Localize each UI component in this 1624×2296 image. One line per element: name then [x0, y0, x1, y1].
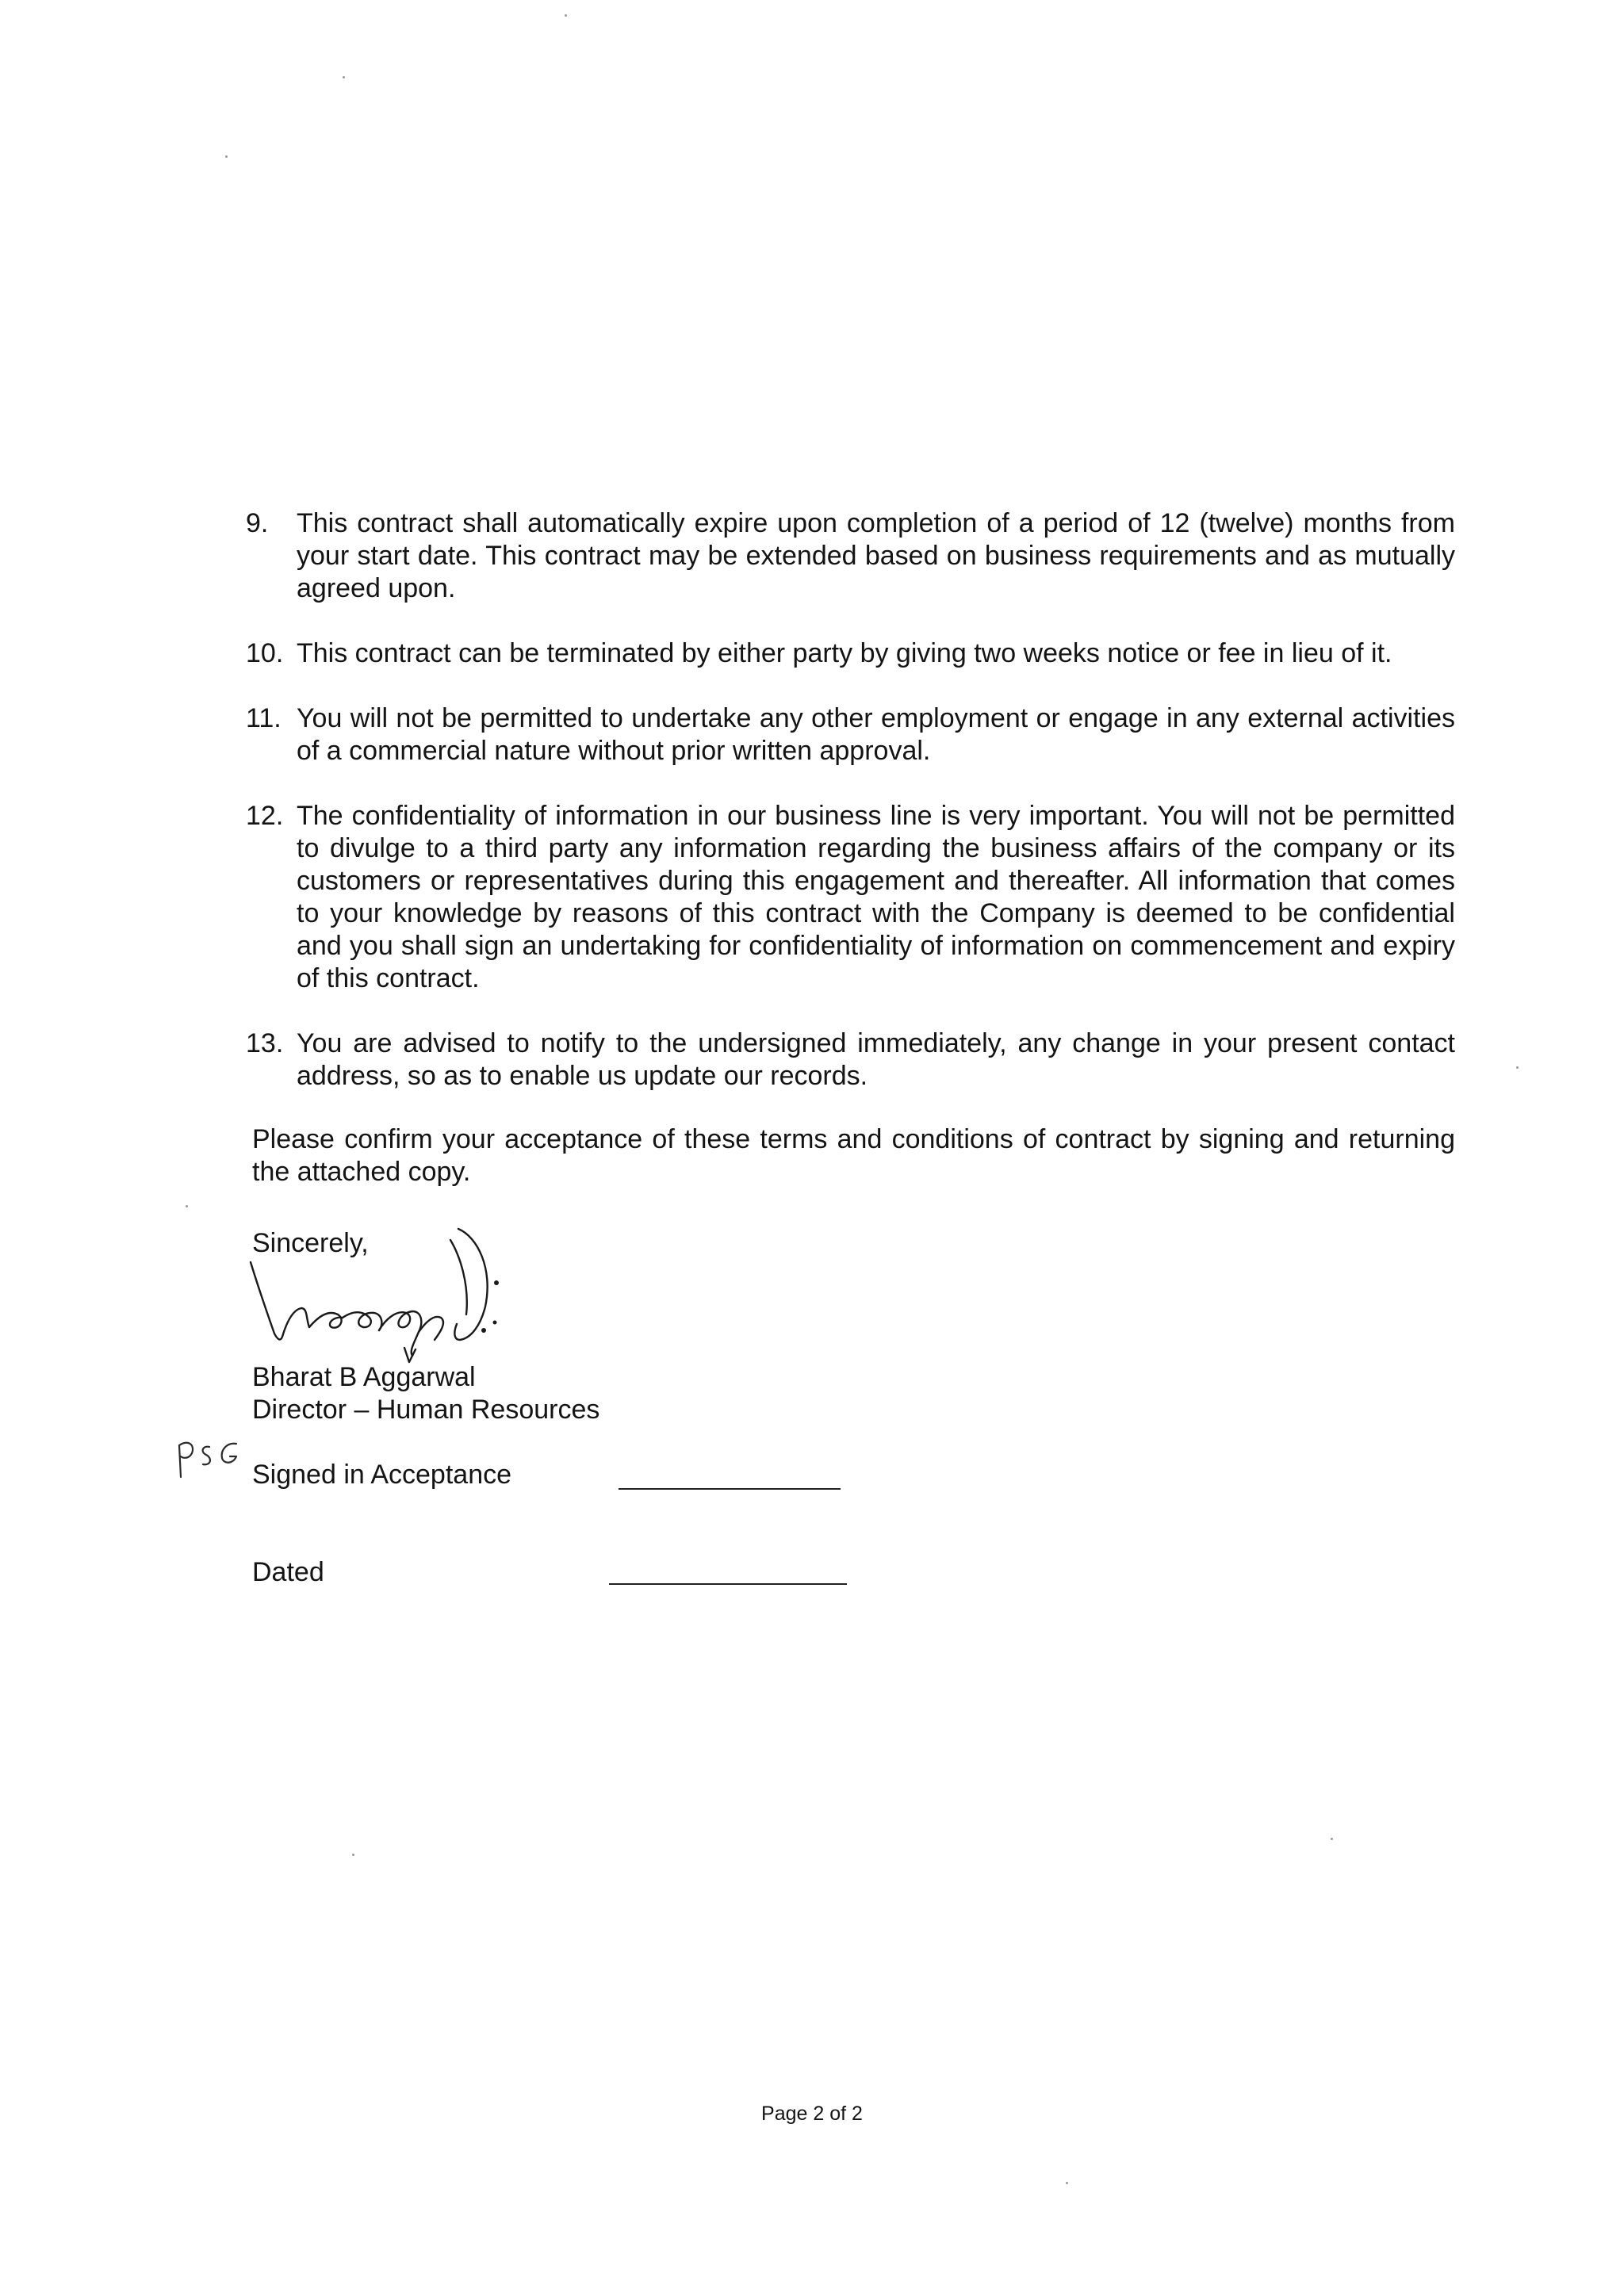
- handwritten-initials-image: [173, 1431, 244, 1483]
- clause-12: [246, 800, 1455, 995]
- clause-10: [246, 637, 1455, 670]
- signature-image: [246, 1221, 508, 1372]
- clause-text: You will not be permitted to undertake any other employment or engage in any external activities of a commercial nature without prior written approval.: [297, 703, 1455, 766]
- clause-number: 12.: [246, 801, 284, 831]
- clause-number: 11.: [246, 703, 282, 733]
- salutation: Sincerely,: [252, 1228, 369, 1258]
- date-line: [609, 1583, 847, 1585]
- clause-number: 9.: [246, 508, 269, 538]
- scan-speck: [186, 1205, 188, 1207]
- scan-speck: [565, 14, 567, 17]
- signatory-name: Bharat B Aggarwal: [252, 1362, 476, 1392]
- page-number: Page 2 of 2: [761, 2103, 863, 2125]
- dated-label: Dated: [252, 1557, 324, 1587]
- clause-text: You are advised to notify to the undersigned immediately, any change in your present contact address, so as to enable us update our records.: [297, 1028, 1455, 1091]
- scan-speck: [1066, 2182, 1068, 2184]
- clause-13: [246, 1027, 1455, 1093]
- scan-speck: [352, 1854, 354, 1856]
- clause-text: This contract can be terminated by either party by giving two weeks notice or fee in lieu of it.: [297, 638, 1392, 668]
- clause-number: 10.: [246, 638, 284, 668]
- signature-line: [619, 1488, 841, 1490]
- scan-speck: [225, 155, 228, 158]
- signatory-title: Director – Human Resources: [252, 1395, 600, 1425]
- clause-list: [246, 507, 1455, 1125]
- closing-paragraph: Please confirm your acceptance of these terms and conditions of contract by signing and returning the attached copy.: [252, 1124, 1455, 1187]
- clause-number: 13.: [246, 1028, 284, 1058]
- scan-speck: [343, 76, 345, 78]
- scan-speck: [1331, 1838, 1333, 1840]
- scan-speck: [1516, 1066, 1519, 1069]
- clause-11: [246, 702, 1455, 767]
- clause-text: This contract shall automatically expire upon completion of a period of 12 (twelve) months from your start date. This contract may be extended based on business requirements and as mutually agreed upon.: [297, 508, 1455, 603]
- signed-in-acceptance-label: Signed in Acceptance: [252, 1460, 512, 1490]
- clause-9: [246, 507, 1455, 605]
- clause-text: The confidentiality of information in our business line is very important. You will not be permitted to divulge to a third party any information regarding the business affairs of the company or its customers or representatives during this engagement and thereafter. All information that comes to your knowledge by reasons of this contract with the Company is deemed to be confidential and you shall sign an undertaking for confidentiality of information on commencement and expiry of this contract.: [297, 801, 1455, 993]
